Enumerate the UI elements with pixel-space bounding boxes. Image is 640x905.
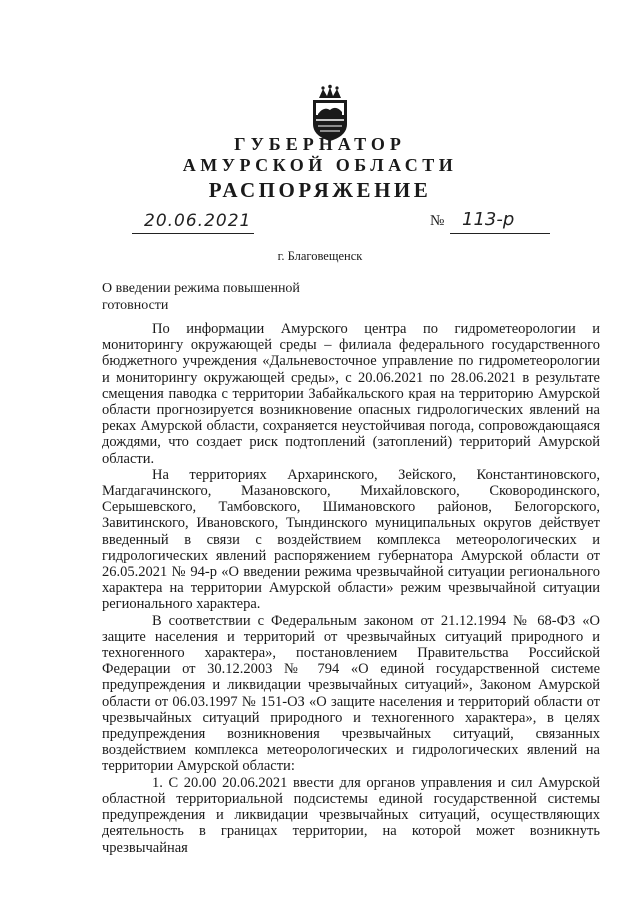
document-type-title: РАСПОРЯЖЕНИЕ [208,178,432,202]
body-paragraph-1: По информации Амурского центра по гидрометеорологии и мониторингу окружающей среды – филиала федерального государственного бюджетного учреждения «Дальневосточное управление по гидрометеорологии и мониторингу окружающей среды», с 20.06.2021 по 28.06.2021 в результате смещения паводка с территории Забайкальского края на территорию Амурской области прогнозируется возникновение опасных гидрологических явлений на реках Амурской области, сохраняется неустойчивая погода, сопровождающаяся дождями, что создает риск подтоплений (затоплений) территорий Амурской области. [102,321,600,467]
document-date: 20.06.2021 [144,211,252,231]
number-sign: № [430,213,445,229]
document-subject: О введении режима повышенной готовности [102,281,300,313]
city-label: г. Благовещенск [277,249,363,263]
header-region: АМУРСКОЙ ОБЛАСТИ [182,155,458,175]
document-body [102,321,600,856]
body-paragraph-4: 1. С 20.00 20.06.2021 ввести для органов управления и сил Амурской областной территориальной подсистемы единой государственной системы предупреждения и ликвидации чрезвычайных ситуаций, осуществляющих деятельность в границах территории, на которой может возникнуть чрезвычайная [102,774,600,856]
body-paragraph-3: В соответствии с Федеральным законом от 21.12.1994 № 68-ФЗ «О защите населения и территорий от чрезвычайных ситуаций природного и техногенного характера», постановлением Правительства Российской Федерации от 30.12.2003 № 794 «О единой государственной системе предупреждения и ликвидации чрезвычайных ситуаций», Законом Амурской области от 06.03.1997 № 151-ОЗ «О защите населения и территорий области от чрезвычайных ситуаций природного и техногенного характера», в целях предупреждения возникновения чрезвычайных ситуаций, связанных воздействием комплекса метеорологических и гидрологических явлений на территории Амурской области: [102,612,600,775]
header-governor: ГУБЕРНАТОР [234,134,406,154]
body-paragraph-2: На территориях Архаринского, Зейского, Константиновского, Магдагачинского, Мазановского, Михайловского, Сковородинского, Серышевского, Тамбовского, Шимановского районов, Белогорского, Завитинского, Ивановского, Тындинского муниципальных округов действует введенный в связи с воздействием комплекса метеорологических и гидрологических явлений распоряжением губернатора Амурской области от 26.05.2021 № 94-р «О введении режима чрезвычайной ситуации регионального характера на территории Амурской области» режим чрезвычайной ситуации регионального характера. [102,466,600,613]
document-number: 113-р [462,209,515,230]
